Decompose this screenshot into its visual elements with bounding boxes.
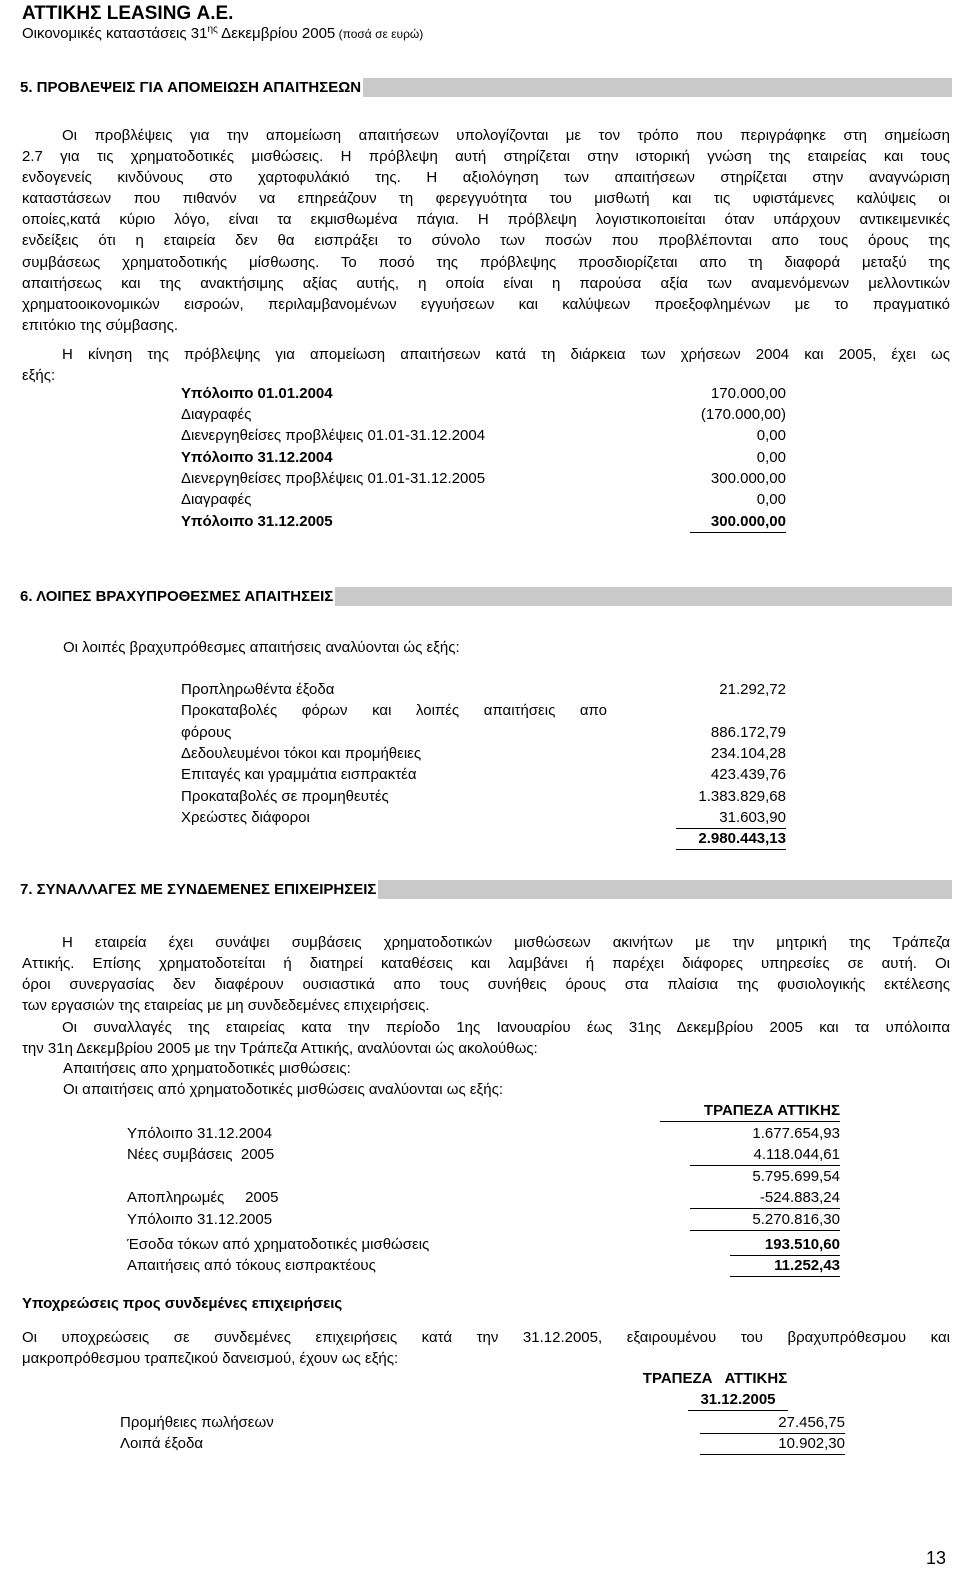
paragraph-line: Οι συναλλαγές της εταιρείας κατα την περίοδο 1ης Ιανουαρίου έως 31ης Δεκεμβρίου 2005 και τα υπόλοιπα [62,1019,950,1036]
paragraph-line: Η εταιρεία έχει συνάψει συμβάσεις χρηματοδοτικών μισθώσεων ακινήτων με την μητρική της Τράπεζα [62,934,950,951]
claims-intro: Οι απαιτήσεις από χρηματοδοτικές μισθώσεις αναλύονται ως εξής: [63,1081,504,1098]
liabilities-heading: Υποχρεώσεις προς συνδεμένες επιχειρήσεις [22,1295,343,1312]
table-row-label: Διαγραφές [181,491,252,508]
table-row-label: Διαγραφές [181,406,252,423]
document-subtitle: Οικονομικές καταστάσεις $31^{\eta\varsigma}$ Δεκεμβρίου 2005 (ποσά σε ευρώ) [22,24,424,42]
section-5-heading: 5. ΠΡΟΒΛΕΨΕΙΣ ΓΙΑ ΑΠΟΜΕΙΩΣΗ ΑΠΑΙΤΗΣΕΩΝ [20,79,362,96]
section-7-heading: 7. ΣΥΝΑΛΛΑΓΕΣ ΜΕ ΣΥΝΔΕΜΕΝΕΣ ΕΠΙΧΕΙΡΗΣΕΙΣ [20,881,377,898]
section-7-paragraph-1 [22,932,950,1016]
claims-heading: Απαιτήσεις απο χρηματοδοτικές μισθώσεις: [63,1060,351,1077]
paragraph-line: Η κίνηση της πρόβλεψης για απομείωση απαιτήσεων κατά τη διάρκεια των χρήσεων 2004 και 2005, έχει ως [62,346,950,363]
table-row-label: Προμήθειες πωλήσεων [120,1414,274,1431]
section-5-heading-band [20,78,952,97]
table-row-label: Προκαταβολές σε προμηθευτές [181,788,389,805]
table-row-label: Έσοδα τόκων από χρηματοδοτικές μισθώσεις [127,1236,430,1253]
table-row-value: 886.172,79 [710,724,786,741]
table-row-value: 11.252,43 [730,1256,840,1277]
page-number: 13 [925,1548,946,1568]
paragraph-line: καταστάσεων που πιθανόν να επηρεάζουν τη φερεγγυότητα του μισθωτή και τις υφιστάμενες καλύψεις οι [22,190,950,208]
paragraph-line: ενδείξεις ότι η εταιρεία δεν θα εισπράξει το σύνολο των ποσών που προβλέπονται απο τους όρους της [22,232,950,250]
paragraph-line: συμβάσεως χρηματοδοτικής μίσθωσης. Το ποσό της πρόβλεψης προσδιορίζεται απο τη διαφορά μεταξύ της [22,253,950,271]
table-row-value: 300.000,00 [710,470,786,487]
paragraph-line: Οι υποχρεώσεις σε συνδεμένες επιχειρήσεις κατά την 31.12.2005, εξαιρουμένου του βραχυπρόθεσμου και [22,1329,950,1346]
table-row-value: 0,00 [756,491,786,508]
table-row-value: 1.677.654,93 [752,1125,840,1142]
paragraph-line: οποίες,κατά κύριο λόγο, είναι τα εκμισθωμένα πάγια. Η πρόβλεψη λογιστικοποιείται όταν υπάρχουν αντικειμενικές [22,211,950,229]
table-row-label: Προπληρωθέντα έξοδα [181,681,335,698]
liabilities-paragraph [22,1327,950,1369]
company-title: ΑΤΤΙΚΗΣ LEASING Α.Ε. [22,3,234,24]
table-row-label: Επιταγές και γραμμάτια εισπρακτέα [181,766,417,783]
paragraph-line: όροι συνεργασίας δεν διαφέρουν ουσιαστικά απο τους συνήθεις όρους στα πλαίσια της φυσιολογικής εκτέλεσης [22,976,950,994]
table-row-value: 193.510,60 [730,1235,840,1256]
table-row-label: Αποπληρωμές 2005 [127,1189,279,1206]
section-5-paragraph [22,125,950,336]
table-row-value: (170.000,00) [700,406,786,423]
paragraph-line: επιτόκιο της σύμβασης. [22,316,179,334]
table-row-value: 27.456,75 [700,1413,845,1434]
table-row-label: Λοιπά έξοδα [120,1435,204,1452]
table-row-label: Υπόλοιπο 31.12.2004 [127,1125,273,1142]
table-row-label: Δεδουλευμένοι τόκοι και προμήθειες [181,745,422,762]
table-row-label: Νέες συμβάσεις 2005 [127,1146,275,1163]
table-row-value: 10.902,30 [700,1434,845,1455]
bank-column-header: ΤΡΑΠΕΖΑ ΑΤΤΙΚΗΣ [660,1101,840,1122]
table-row-label: Διενεργηθείσες προβλέψεις 01.01-31.12.2004 [181,427,486,444]
table-row-label: Υπόλοιπο 31.12.2004 [181,449,333,466]
paragraph-line: των εργασιών της εταιρείας με μη συνδεδεμένες επιχειρήσεις. [22,997,430,1015]
table-row-label: Διενεργηθείσες προβλέψεις 01.01-31.12.2005 [181,470,486,487]
table-row-value: 5.795.699,54 [752,1168,840,1185]
section-6-heading-band [20,587,952,606]
table-row-label: Χρεώστες διάφοροι [181,809,310,826]
paragraph-line: μακροπρόθεσμου τραπεζικού δανεισμού, έχουν ως εξής: [22,1350,399,1368]
table-row-label: Απαιτήσεις από τόκους εισπρακτέους [127,1257,376,1274]
table-row-value: 4.118.044,61 [690,1145,840,1166]
section-7-heading-band [20,880,952,899]
section-6-heading: 6. ΛΟΙΠΕΣ ΒΡΑΧΥΠΡΟΘΕΣΜΕΣ ΑΠΑΙΤΗΣΕΙΣ [20,588,334,605]
paragraph-line: απαιτήσεως και της ανακτήσιμης αξίας αυτής, η οποία είναι η παρούσα αξία των αναμενόμενων μελλοντικών [22,274,950,292]
section-7-paragraph-2 [22,1017,950,1059]
paragraph-line: εξής: [22,367,56,385]
table-row-value: -524.883,24 [690,1188,840,1209]
paragraph-line: την 31η Δεκεμβρίου 2005 με την Τράπεζα Αττικής, αναλύονται ώς ακολούθως: [22,1040,538,1058]
table-row-value: 0,00 [756,427,786,444]
table-row-label: Υπόλοιπο 31.12.2005 [181,513,333,530]
paragraph-line: Οι προβλέψεις για την απομείωση απαιτήσεων υπολογίζονται με τον τρόπο που περιγράφηκε στη σημείωση [62,127,950,144]
table-total-value: 2.980.443,13 [676,829,786,850]
table-row-value: 1.383.829,68 [698,788,786,805]
table-row-label: Προκαταβολές φόρων και λοιπές απαιτήσεις απο [181,702,607,719]
table-row-value: 170.000,00 [710,385,786,402]
table-row-label: Υπόλοιπο 01.01.2004 [181,385,333,402]
section-5-movement-text [22,344,950,386]
table-row-value: 21.292,72 [719,681,786,698]
table-row-label: φόρους [181,724,232,741]
liabilities-column-header-date: 31.12.2005 [688,1390,788,1411]
section-6-intro: Οι λοιπές βραχυπρόθεσμες απαιτήσεις αναλύονται ώς εξής: [63,639,460,656]
table-row-label: Υπόλοιπο 31.12.2005 [127,1211,273,1228]
liabilities-column-header-bank: ΤΡΑΠΕΖΑ ΑΤΤΙΚΗΣ [642,1370,788,1387]
paragraph-line: Αττικής. Επίσης χρηματοδοτείται ή διατηρεί καταθέσεις και λαμβάνει ή παρέχει διάφορες υπηρεσίες σε αυτή. Οι [22,955,950,973]
paragraph-line: ενδογενείς κινδύνους στο χαρτοφυλάκιό της. Η αξιολόγηση των απαιτήσεων στηρίζεται στην αναγνώριση [22,169,950,187]
paragraph-line: 2.7 για τις χρηματοδοτικές μισθώσεις. Η πρόβλεψη αυτή στηρίζεται στην ιστορική γνώση της εταιρείας και τους [22,148,950,166]
table-row-value: 5.270.816,30 [690,1210,840,1231]
table-row-value: 423.439,76 [710,766,786,783]
table-row-value: 31.603,90 [676,808,786,829]
table-row-value-total: 300.000,00 [690,512,786,533]
table-row-value: 234.104,28 [710,745,786,762]
paragraph-line: χρηματοοικονομικών εισροών, περιλαμβανομένων εγγυήσεων και καλύψεων προεξοφλημένων με το πραγματικό [22,295,950,313]
table-row-value: 0,00 [756,449,786,466]
